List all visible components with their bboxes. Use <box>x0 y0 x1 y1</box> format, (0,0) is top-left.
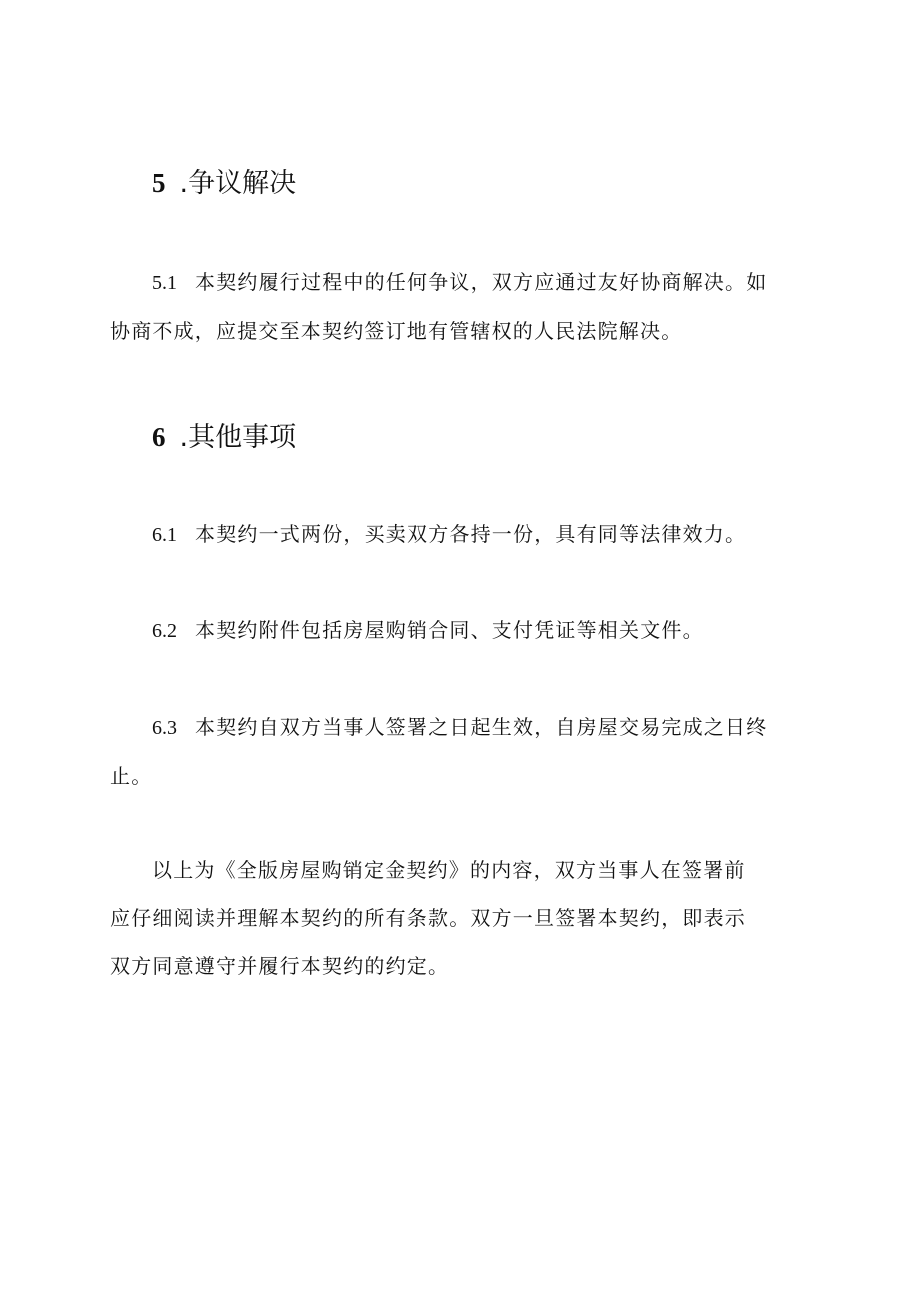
section-title: .争议解决 <box>179 168 297 199</box>
closing-text-line: 应仔细阅读并理解本契约的所有条款。双方一旦签署本契约，即表示 <box>110 906 746 930</box>
clause-text-line: 协商不成，应提交至本契约签订地有管辖权的人民法院解决。 <box>110 319 683 343</box>
closing-paragraph <box>110 846 830 990</box>
clause-5-1 <box>110 258 822 355</box>
section-title: .其他事项 <box>179 422 297 453</box>
clause-number: 5.1 <box>152 272 177 294</box>
clause-number: 6.3 <box>152 717 177 739</box>
section-number: 5 <box>152 168 166 198</box>
clause-6-1 <box>152 510 824 559</box>
clause-6-2 <box>152 606 824 655</box>
clause-number: 6.2 <box>152 620 177 642</box>
clause-text-line: 本契约一式两份，买卖双方各持一份，具有同等法律效力。 <box>195 522 747 546</box>
clause-text-line: 本契约自双方当事人签署之日起生效，自房屋交易完成之日终 <box>195 715 768 739</box>
closing-text-line: 双方同意遵守并履行本契约的约定。 <box>110 954 450 978</box>
clause-number: 6.1 <box>152 524 177 546</box>
section-number: 6 <box>152 422 166 452</box>
clause-text-line: 本契约履行过程中的任何争议，双方应通过友好协商解决。如 <box>195 270 768 294</box>
clause-6-3 <box>110 703 824 800</box>
section-6-heading <box>152 424 296 451</box>
clause-text-line: 止。 <box>110 764 153 788</box>
closing-text-line: 以上为《全版房屋购销定金契约》的内容，双方当事人在签署前 <box>152 858 746 882</box>
section-5-heading <box>152 170 296 197</box>
clause-text-line: 本契约附件包括房屋购销合同、支付凭证等相关文件。 <box>195 618 704 642</box>
